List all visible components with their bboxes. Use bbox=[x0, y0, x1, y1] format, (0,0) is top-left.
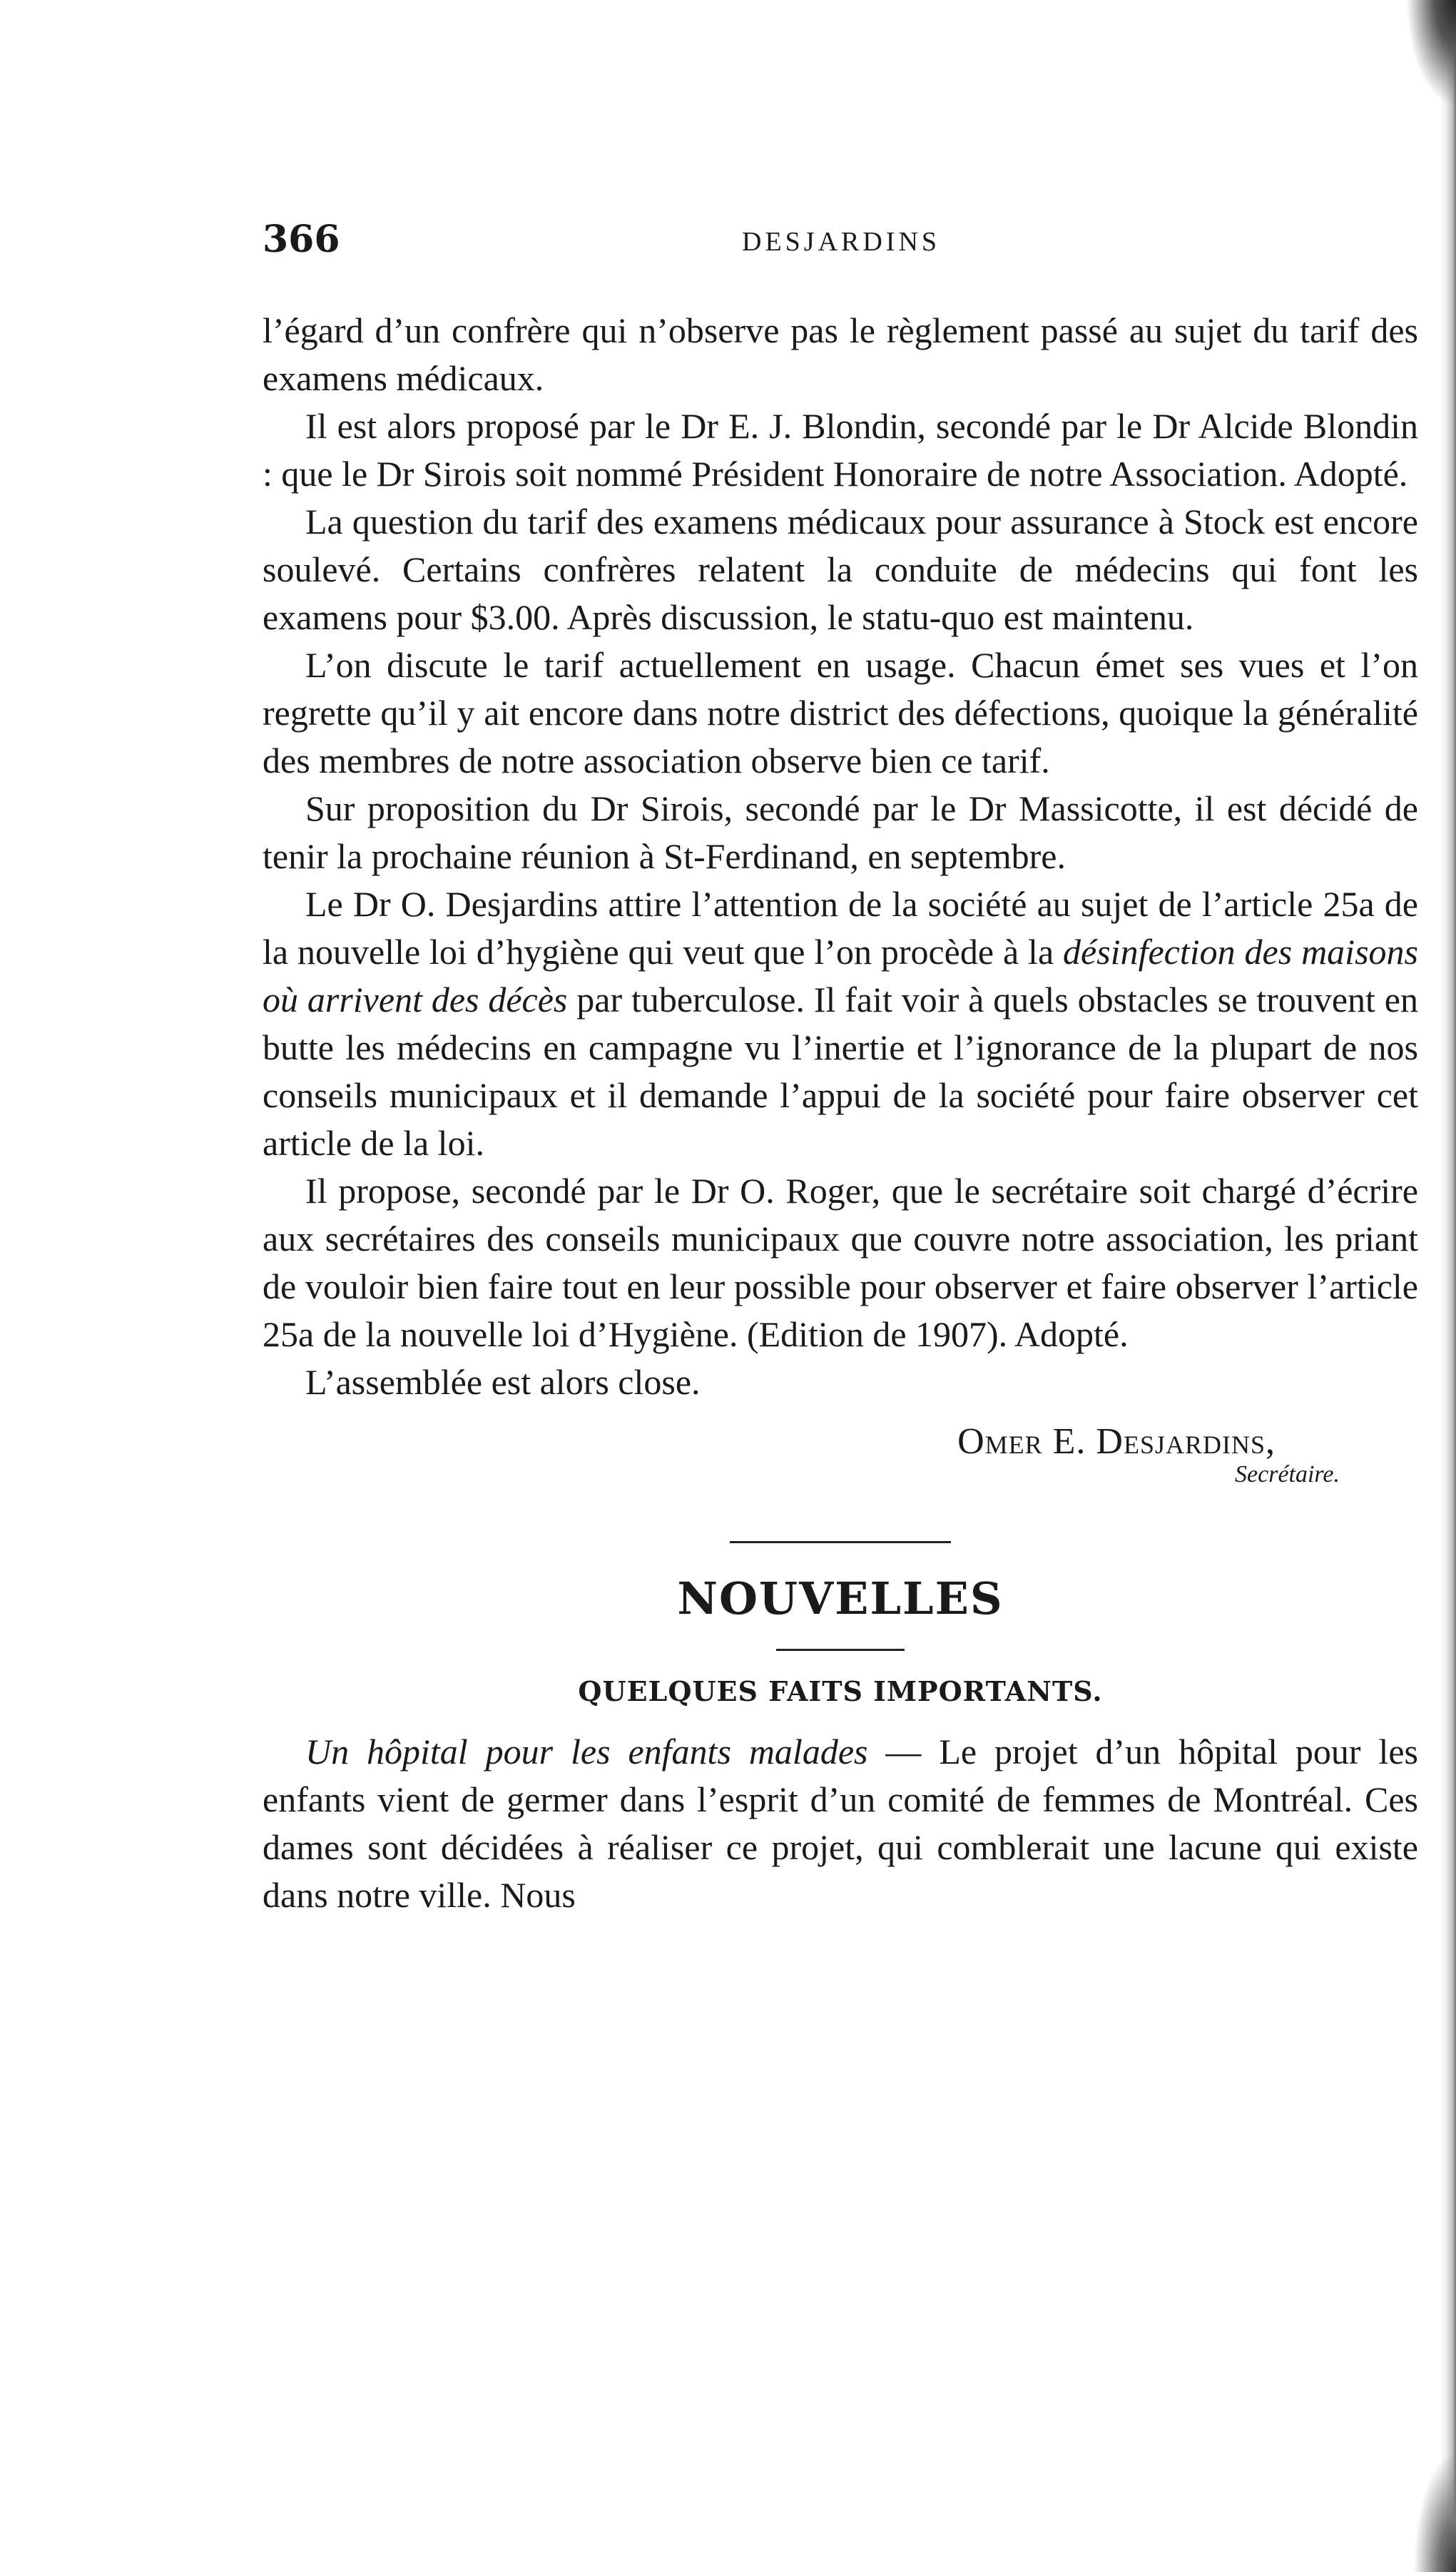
signature-name: Omer E. Desjardins, bbox=[957, 1421, 1276, 1462]
paragraph-3: La question du tarif des examens médicaux pour assurance à Stock est encore soulevé. Certains confrères relatent la conduite de médecins qui font les examens pour $3.00. Après discussion, le statu-quo est maintenu. bbox=[263, 502, 1418, 637]
paragraph-8: L’assemblée est alors close. bbox=[305, 1362, 701, 1402]
paragraph-6 bbox=[263, 880, 1418, 1167]
article-body bbox=[263, 307, 1418, 1919]
section-subheading: QUELQUES FAITS IMPORTANTS. bbox=[578, 1675, 1103, 1707]
news-item-text: — Le projet d’un hôpital pour les enfants vient de germer dans l’esprit d’un comité de femmes de Montréal. Ces dames sont décidées à réaliser ce projet, qui comblerait une lacune qui existe dans notre ville. Nous bbox=[263, 1732, 1418, 1915]
page-edge-shadow bbox=[1440, 0, 1456, 2572]
page-corner-bottom-shadow bbox=[1413, 2451, 1456, 2572]
paragraph-2: Il est alors proposé par le Dr E. J. Blondin, secondé par le Dr Alcide Blondin : que le Dr Sirois soit nommé Président Honoraire de notre Association. Adopté. bbox=[263, 406, 1418, 494]
page-number: 366 bbox=[263, 218, 340, 261]
paragraph-6-text-end: par tuberculose. Il fait voir à quels obstacles se trouvent en butte les médecins en campagne vu l’inertie et l’ignorance de la plupart de nos conseils municipaux et il demande l’appui de la société pour faire observer cet article de la loi. bbox=[263, 980, 1418, 1163]
paragraph-6-emphasis: désinfection des maisons où arrivent des décès bbox=[263, 932, 1418, 1020]
paragraph-4: L’on discute le tarif actuellement en usage. Chacun émet ses vues et l’on regrette qu’il y ait encore dans notre district des défections, quoique la généralité des membres de notre association observe bien ce tarif. bbox=[263, 645, 1418, 781]
paragraph-6-text-start: Le Dr O. Desjardins attire l’attention de la société au sujet de l’article 25a de la nouvelle loi d’hygiène qui veut que l’on procède à la bbox=[263, 884, 1418, 972]
running-header bbox=[0, 218, 1456, 260]
paragraph-7: Il propose, secondé par le Dr O. Roger, que le secrétaire soit chargé d’écrire aux secrétaires des conseils municipaux que couvre notre association, les priant de vouloir bien faire tout en leur possible pour observer et faire observer l’article 25a de la nouvelle loi d’Hygiène. (Edition de 1907). Adopté. bbox=[263, 1171, 1418, 1354]
paragraph-1: l’égard d’un confrère qui n’observe pas le règlement passé au sujet du tarif des examens médicaux. bbox=[263, 310, 1418, 398]
section-divider-top bbox=[730, 1541, 951, 1543]
paragraph-5: Sur proposition du Dr Sirois, secondé par le Dr Massicotte, il est décidé de tenir la prochaine réunion à St-Ferdinand, en septembre. bbox=[263, 788, 1418, 876]
page-corner-top-shadow bbox=[1406, 0, 1456, 107]
news-paragraph-1 bbox=[263, 1728, 1418, 1919]
running-title: DESJARDINS bbox=[742, 227, 941, 257]
signature-role: Secrétaire. bbox=[1235, 1461, 1340, 1488]
section-heading: NOUVELLES bbox=[677, 1572, 1004, 1625]
section-divider-bottom bbox=[776, 1649, 905, 1651]
news-item-title: Un hôpital pour les enfants malades bbox=[305, 1732, 868, 1772]
